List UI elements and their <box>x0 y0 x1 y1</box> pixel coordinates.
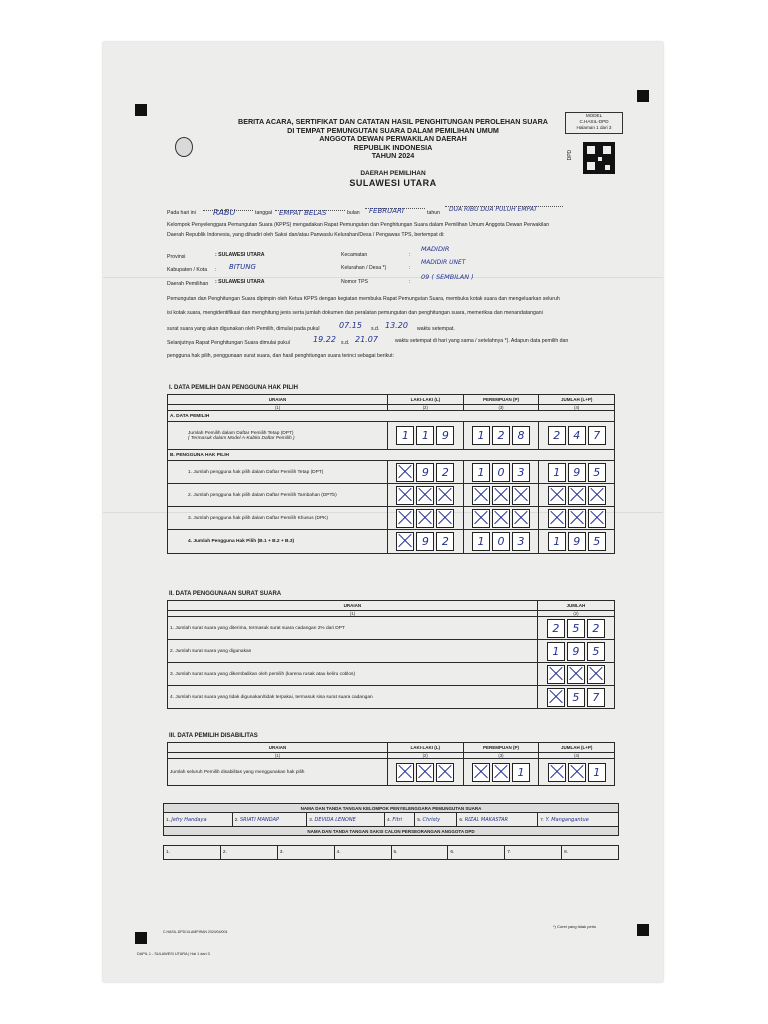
female-count-cells <box>463 461 539 484</box>
saksi-signature-cell: 6. <box>448 846 505 860</box>
day-value: RABU <box>213 208 236 217</box>
count-cells <box>537 617 614 640</box>
col-number: (1) <box>168 405 388 411</box>
signature-number: 3. <box>309 817 315 823</box>
male-count-cells <box>387 759 463 786</box>
table-row <box>168 663 615 686</box>
female-count-cells <box>463 422 539 450</box>
table-row <box>168 422 615 450</box>
footer-note: *) Coret yang tidak perlu <box>553 924 597 929</box>
count-cells <box>537 663 614 686</box>
kpps-signature-cell <box>538 813 619 827</box>
signature-number: 6. <box>459 817 465 823</box>
digit-box: 7 <box>588 426 606 445</box>
digit-box: 9 <box>416 463 434 482</box>
signature-name: Jefry Handaya <box>171 816 207 823</box>
digit-box: 9 <box>568 532 586 551</box>
col-number: (2) <box>537 611 614 617</box>
dapil-value: SULAWESI UTARA <box>349 178 437 188</box>
kpps-signature-title: NAMA DAN TANDA TANGAN KELOMPOK PENYELENGGARA PEMUNGUTAN SUARA <box>164 804 619 813</box>
section-1-table <box>167 394 615 554</box>
signature-name: Fitri <box>392 816 403 823</box>
corner-marker <box>135 104 147 116</box>
digit-box: 2 <box>548 426 566 445</box>
table-row <box>168 640 615 663</box>
paragraph-line: surat suara yang akan digunakan oleh Pemilih, dimulai pada pukul <box>167 326 320 332</box>
digit-box: 2 <box>436 463 454 482</box>
digit-box: 0 <box>492 532 510 551</box>
female-count-cells <box>463 759 539 786</box>
dapil-row-value: : SULAWESI UTARA <box>215 279 265 285</box>
digit-box: 1 <box>472 463 490 482</box>
signature-number: 5. <box>417 817 423 823</box>
col-header: URAIAN <box>168 395 388 405</box>
model-code: C.HASIL-DPD <box>579 119 609 124</box>
kecamatan-colon: : <box>409 252 411 258</box>
digit-box: 9 <box>436 426 454 445</box>
total-count-cells <box>539 422 615 450</box>
digit-box: 3 <box>512 463 530 482</box>
row-label: 4. Jumlah surat suara yang tidak digunakan/tidak terpakai, termasuk sisa surat suara cadangan <box>168 686 538 709</box>
male-count-cells <box>388 507 464 530</box>
table-row <box>168 484 615 507</box>
saksi-signature-cell: 3. <box>277 846 334 860</box>
col-number: (4) <box>539 753 615 759</box>
signature-number: 1. <box>166 817 172 823</box>
ballot-certificate-page <box>103 42 663 982</box>
section-1-title: I. DATA PEMILIH DAN PENGGUNA HAK PILIH <box>169 385 298 391</box>
digit-box: 9 <box>568 463 586 482</box>
crossed-digit-box <box>567 665 585 684</box>
row-label: 4. Jumlah Pengguna Hak Pilih (B.1 + B.2 + B.3) <box>168 530 388 554</box>
footer-page-label: DAPIL 1 - SULAWESI UTARA | Hal 1 dari 3 <box>137 952 210 956</box>
model-sheet: Halaman 1 dari 3 <box>576 125 612 130</box>
title-line: BERITA ACARA, SERTIFIKAT DAN CATATAN HASIL PENGHITUNGAN PEROLEHAN SUARA <box>238 117 548 126</box>
end-time: 13.20 <box>385 321 408 330</box>
col-header: URAIAN <box>168 601 538 611</box>
kecamatan-label: Kecamatan <box>341 252 368 258</box>
row-label: 2. Jumlah surat suara yang digunakan <box>168 640 538 663</box>
crossed-digit-box <box>396 532 414 551</box>
col-number: (1) <box>168 753 388 759</box>
digit-box: 5 <box>587 642 605 661</box>
total-count-cells <box>539 759 615 786</box>
male-count-cells <box>388 484 464 507</box>
digit-box: 1 <box>588 763 606 782</box>
saksi-signature-cell: 4. <box>334 846 391 860</box>
crossed-digit-box <box>492 509 510 528</box>
crossed-digit-box <box>472 763 490 782</box>
digit-box: 3 <box>512 532 530 551</box>
col-header: JUMLAH (L+P) <box>539 395 615 405</box>
dapil-row-label: Daerah Pemilihan <box>167 281 209 287</box>
row-label: 1. Jumlah pengguna hak pilih dalam Daftar Pemilih Tetap (DPT) <box>168 461 388 484</box>
year-value: DUA RIBU DUA PULUH EMPAT <box>449 206 538 213</box>
digit-box: 1 <box>416 426 434 445</box>
digit-box: 1 <box>547 642 565 661</box>
col-header: LAKI-LAKI (L) <box>387 743 463 753</box>
digit-box: 1 <box>472 532 490 551</box>
title-line: REPUBLIK INDONESIA <box>353 142 433 152</box>
table-row <box>168 759 615 786</box>
crossed-digit-box <box>588 509 606 528</box>
digit-box: 1 <box>472 426 490 445</box>
signature-name: SRIATI MANDAP <box>239 816 280 823</box>
crossed-digit-box <box>587 665 605 684</box>
male-count-cells <box>388 422 464 450</box>
crossed-digit-box <box>492 763 510 782</box>
paragraph-line: pengguna hak pilih, penggunaan surat suara, dan hasil penghitungan suara terinci sebagai berikut: <box>167 353 394 359</box>
crossed-digit-box <box>547 665 565 684</box>
bulan-label: bulan <box>347 210 360 216</box>
digit-box: 5 <box>588 463 606 482</box>
signature-name: Y. Mangangantue <box>545 816 589 823</box>
crossed-digit-box <box>416 509 434 528</box>
side-code: DPD <box>567 149 574 161</box>
crossed-digit-box <box>512 486 530 505</box>
kelurahan-colon: : <box>409 265 411 271</box>
signature-number: 4. <box>387 817 393 823</box>
col-header: URAIAN <box>168 743 388 753</box>
tanggal-label: tanggal <box>255 210 273 216</box>
total-count-cells <box>539 461 615 484</box>
kpps-signature-cell <box>385 813 415 827</box>
male-count-cells <box>388 461 464 484</box>
signature-name: Christy <box>422 816 441 823</box>
saksi-signature-title: NAMA DAN TANDA TANGAN SAKSI CALON PERSEORANGAN ANGGOTA DPD <box>164 827 619 836</box>
crossed-digit-box <box>472 509 490 528</box>
title-line: DI TEMPAT PEMUNGUTAN SUARA DALAM PEMILIHAN UMUM <box>287 125 499 135</box>
female-count-cells <box>463 530 539 554</box>
digit-box: 5 <box>588 532 606 551</box>
col-number: (2) <box>387 753 463 759</box>
crossed-digit-box <box>492 486 510 505</box>
signature-table <box>163 803 619 836</box>
saksi-signature-cell: 7. <box>505 846 562 860</box>
col-header: LAKI-LAKI (L) <box>388 395 464 405</box>
subsection-a-title: A. DATA PEMILIH <box>168 411 615 422</box>
kecamatan-value: MADIDIR <box>421 245 450 253</box>
saksi-signature-cell: 2. <box>220 846 277 860</box>
digit-box: 2 <box>587 619 605 638</box>
crossed-digit-box <box>568 509 586 528</box>
month-field <box>365 200 425 215</box>
total-count-cells <box>539 484 615 507</box>
crossed-digit-box <box>416 763 434 782</box>
paragraph-line: waktu setempat di hari yang sama / setelahnya *). Adapun data pemilih dan <box>395 338 569 344</box>
count-cells <box>537 640 614 663</box>
row-sublabel: ( Termasuk dalam Model A-Kabko Daftar Pemilih ) <box>188 435 295 441</box>
kpps-signature-cell <box>307 813 385 827</box>
female-count-cells <box>463 484 539 507</box>
crossed-digit-box <box>547 688 565 707</box>
kelurahan-label: Kelurahan / Desa *) <box>341 265 387 271</box>
paper-fold <box>103 277 663 278</box>
section-2-table <box>167 600 615 709</box>
signature-number: 2. <box>234 817 240 823</box>
kpps-signature-cell <box>457 813 538 827</box>
table-row <box>168 686 615 709</box>
crossed-digit-box <box>436 509 454 528</box>
kabupaten-value: BITUNG <box>229 263 256 271</box>
row-label: Jumlah seluruh Pemilih disabilitas yang menggunakan hak pilih <box>168 759 388 786</box>
section-2-title: II. DATA PENGGUNAAN SURAT SUARA <box>169 591 282 597</box>
digit-box: 1 <box>512 763 530 782</box>
crossed-digit-box <box>396 509 414 528</box>
section-3-table <box>167 742 615 786</box>
crossed-digit-box <box>548 763 566 782</box>
row-label: 2. Jumlah pengguna hak pilih dalam Daftar Pemilih Tambahan (DPTb) <box>168 484 388 507</box>
opening-line: Kelompok Penyelenggara Pemungutan Suara (KPPS) mengadakan Rapat Pemungutan dan Penghitungan Suara dalam Pemilihan Umum Anggota Dewan Perwakilan <box>167 222 550 228</box>
digit-box: 2 <box>492 426 510 445</box>
kpps-signature-cell <box>415 813 457 827</box>
col-number: (4) <box>539 405 615 411</box>
digit-box: 1 <box>548 532 566 551</box>
opening-prefix: Pada hari ini <box>167 210 196 216</box>
total-count-cells <box>539 530 615 554</box>
crossed-digit-box <box>436 486 454 505</box>
signature-name: DEVIDA LENONE <box>314 816 356 823</box>
paragraph-line: Selanjutnya Rapat Penghitungan Suara dimulai pukul <box>167 340 290 346</box>
provinsi-value: : SULAWESI UTARA <box>215 252 265 258</box>
corner-marker <box>135 932 147 944</box>
corner-marker <box>637 90 649 102</box>
col-number: (2) <box>388 405 464 411</box>
kelurahan-value: MADIDIR UNET <box>421 259 466 266</box>
row-label: Jumlah Pemilih dalam Daftar Pemilih Tetap (DPT) <box>188 430 294 436</box>
year-field <box>445 198 563 213</box>
digit-box: 4 <box>568 426 586 445</box>
count-end-time: 21.07 <box>355 335 378 344</box>
count-start-time: 19.22 <box>313 335 336 344</box>
crossed-digit-box <box>568 486 586 505</box>
kpps-signature-cell <box>164 813 233 827</box>
crossed-digit-box <box>396 463 414 482</box>
dapil-label: DAERAH PEMILIHAN <box>360 170 426 177</box>
provinsi-label: Provinsi <box>167 254 186 260</box>
paragraph-line: waktu setempat. <box>417 326 455 332</box>
kabupaten-label: Kabupaten / Kota <box>167 267 208 273</box>
col-number: (1) <box>168 611 538 617</box>
col-number: (3) <box>463 405 539 411</box>
tps-value: 09 ( SEMBILAN ) <box>421 273 474 281</box>
tahun-label: tahun <box>427 210 440 216</box>
digit-box: 1 <box>396 426 414 445</box>
total-count-cells <box>539 507 615 530</box>
sd-label: s.d. <box>371 326 380 332</box>
digit-box: 9 <box>416 532 434 551</box>
crossed-digit-box <box>416 486 434 505</box>
section-3-title: III. DATA PEMILIH DISABILITAS <box>169 733 258 739</box>
title-line: TAHUN 2024 <box>371 151 415 161</box>
digit-box: 2 <box>547 619 565 638</box>
col-header: PEREMPUAN (P) <box>463 743 539 753</box>
crossed-digit-box <box>548 509 566 528</box>
crossed-digit-box <box>436 763 454 782</box>
row-label: 1. Jumlah surat suara yang diterima, termasuk surat suara cadangan 2% dari DPT <box>168 617 538 640</box>
crossed-digit-box <box>396 486 414 505</box>
corner-marker <box>637 924 649 936</box>
saksi-table <box>163 845 619 860</box>
crossed-digit-box <box>548 486 566 505</box>
tps-colon: : <box>409 279 411 285</box>
day-field <box>203 202 253 217</box>
digit-box: 2 <box>436 532 454 551</box>
kpu-logo-icon <box>175 137 193 157</box>
digit-box: 5 <box>567 688 585 707</box>
table-row <box>168 530 615 554</box>
crossed-digit-box <box>588 486 606 505</box>
digit-box: 0 <box>492 463 510 482</box>
saksi-signature-cell: 5. <box>391 846 448 860</box>
title-line: ANGGOTA DEWAN PERWAKILAN DAERAH <box>319 134 467 144</box>
month-value: FEBRUARI <box>369 207 404 215</box>
col-number: (3) <box>463 753 539 759</box>
model-box <box>565 112 623 134</box>
signature-number: 7. <box>540 817 546 823</box>
subsection-b-title: B. PENGGUNA HAK PILIH <box>168 450 615 461</box>
document-title <box>228 118 558 161</box>
table-row <box>168 617 615 640</box>
crossed-digit-box <box>568 763 586 782</box>
kabupaten-colon: : <box>215 267 217 273</box>
saksi-signature-cell: 8. <box>562 846 619 860</box>
col-header: PEREMPUAN (P) <box>463 395 539 405</box>
male-count-cells <box>388 530 464 554</box>
digit-box: 8 <box>512 426 530 445</box>
paragraph-line: isi kotak suara, mengidentifikasi dan menghitung jenis serta jumlah dokumen dan peralatan pemungutan dan penghitungan suara, memeriksa dan menandatangani <box>167 310 543 316</box>
digit-box: 5 <box>567 619 585 638</box>
table-row <box>168 507 615 530</box>
footer-code: C.HASIL-DPD/1/LAMPIRAN 2024/04/004 <box>163 930 228 934</box>
sd-label: s.d. <box>341 340 350 346</box>
saksi-signature-cell: 1. <box>164 846 221 860</box>
digit-box: 9 <box>567 642 585 661</box>
opening-line: Daerah Republik Indonesia, yang dihadiri oleh Saksi dan/atau Panwaslu Kelurahan/Desa / Pengawas TPS, bertempat di: <box>167 232 445 238</box>
table-row <box>168 461 615 484</box>
start-time: 07.15 <box>339 321 362 330</box>
date-value: EMPAT BELAS <box>279 209 327 217</box>
col-header: JUMLAH <box>537 601 614 611</box>
row-label: 3. Jumlah pengguna hak pilih dalam Daftar Pemilih Khusus (DPK) <box>168 507 388 530</box>
female-count-cells <box>463 507 539 530</box>
qr-code-icon <box>583 142 615 174</box>
digit-box: 1 <box>548 463 566 482</box>
date-field <box>275 202 345 217</box>
tps-label: Nomor TPS <box>341 279 369 285</box>
kpps-signature-cell <box>232 813 307 827</box>
count-cells <box>537 686 614 709</box>
model-label: MODEL <box>585 113 603 118</box>
crossed-digit-box <box>396 763 414 782</box>
paragraph-line: Pemungutan dan Penghitungan Suara dipimpin oleh Ketua KPPS dengan kegiatan membuka Rapat Pemungutan Suara, membuka kotak suara dan mengeluarkan seluruh <box>167 296 560 302</box>
crossed-digit-box <box>512 509 530 528</box>
signature-name: RIZAL MAKASTAR <box>464 816 509 823</box>
digit-box: 7 <box>587 688 605 707</box>
row-label: 3. Jumlah surat suara yang dikembalikan oleh pemilih (karena rusak atau keliru coblos) <box>168 663 538 686</box>
crossed-digit-box <box>472 486 490 505</box>
col-header: JUMLAH (L+P) <box>539 743 615 753</box>
